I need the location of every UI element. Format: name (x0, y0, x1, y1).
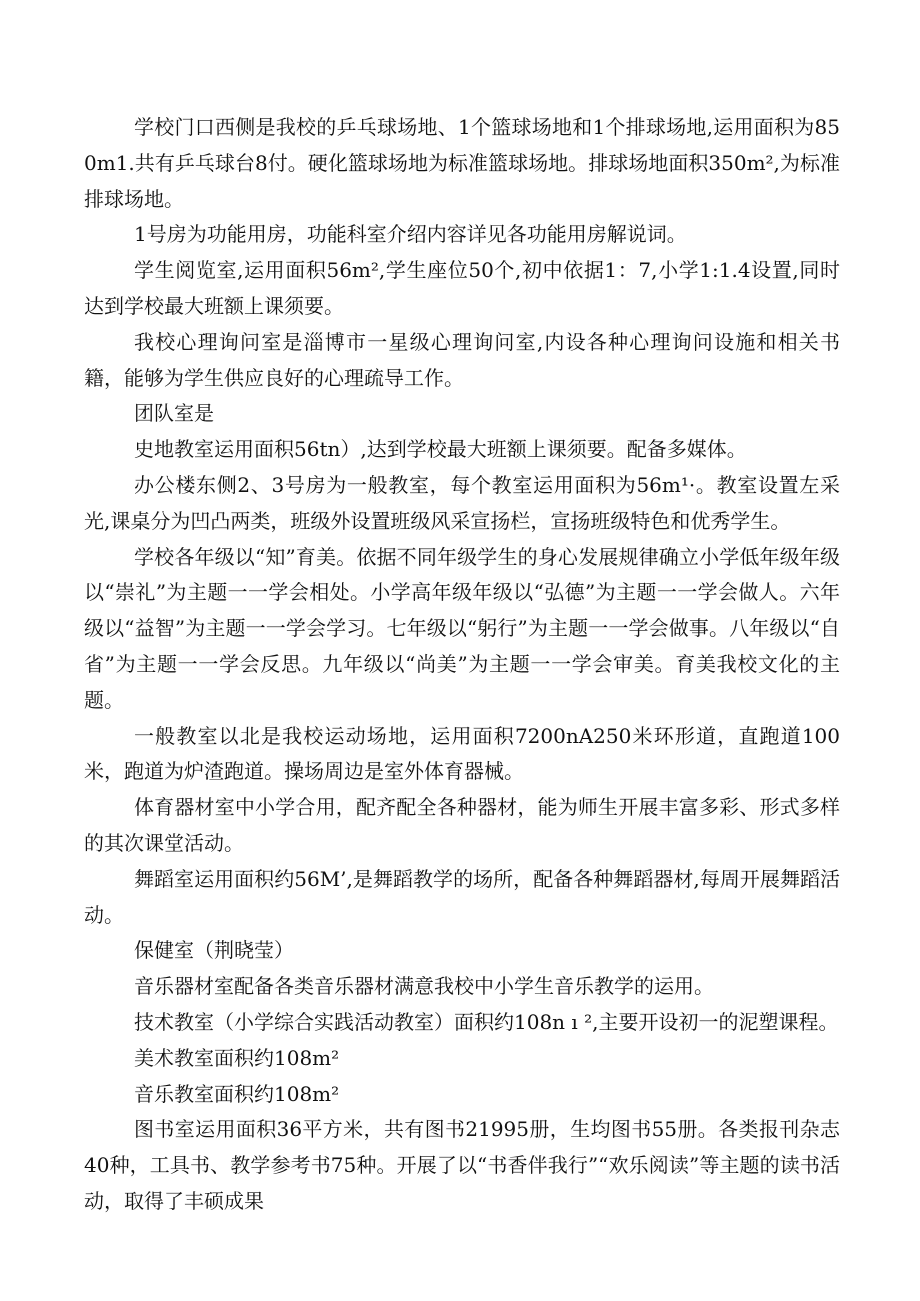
paragraph-counseling-room: 我校心理询问室是淄博市一星级心理询问室,内设各种心理询问设施和相关书籍，能够为学生供应良好的心理疏导工作。 (84, 329, 840, 390)
paragraph-music-equipment-room: 音乐器材室配备各类音乐器材满意我校中小学生音乐教学的运用。 (134, 974, 714, 999)
paragraph-dance-room: 舞蹈室运用面积约56M’,是舞蹈教学的场所，配备各种舞蹈器材,每周开展舞蹈活动。 (84, 866, 840, 927)
paragraph-sports-equipment-room: 体育器材室中小学合用，配齐配全各种器材，能为师生开展丰富多彩、形式多样的其次课堂活动。 (84, 795, 840, 855)
paragraph-reading-room: 学生阅览室,运用面积56m²,学生座位50个,初中依据1：7,小学1:1.4设置,同时达到学校最大班额上课须要。 (84, 258, 840, 318)
paragraph-building-1: 1号房为功能用房，功能科室介绍内容详见各功能用房解说词。 (134, 222, 687, 247)
paragraph-library: 图书室运用面积36平方米，共有图书21995册，生均图书55册。各类报刊杂志40种，工具书、教学参考书75种。开展了以“书香伴我行”“欢乐阅读”等主题的读书活动，取得了丰硕成果 (84, 1117, 840, 1213)
paragraph-health-room: 保健室（荆晓莹） (134, 938, 294, 963)
paragraph-sports-facilities: 学校门口西侧是我校的乒乓球场地、1个篮球场地和1个排球场地,运用面积为850m1.共有乒乓球台8付。硬化篮球场地为标准篮球场地。排球场地面积350m²,为标准排球场地。 (84, 115, 840, 211)
paragraph-sports-ground: 一般教室以北是我校运动场地，运用面积7200nA250米环形道，直跑道100米，跑道为炉渣跑道。操场周边是室外体育器械。 (84, 723, 840, 784)
paragraph-music-classroom: 音乐教室面积约108m² (134, 1081, 340, 1106)
paragraph-team-room: 团队室是 (134, 401, 214, 426)
paragraph-general-classrooms: 办公楼东侧2、3号房为一般教室，每个教室运用面积为56m¹·。教室设置左采光,课桌分为凹凸两类，班级外设置班级风采宣扬栏，宣扬班级特色和优秀学生。 (84, 472, 840, 533)
paragraph-history-geography-room: 史地教室运用面积56tn）,达到学校最大班额上课须要。配备多媒体。 (134, 437, 747, 462)
document-body (84, 110, 840, 1220)
paragraph-grade-themes: 学校各年级以“知”育美。依据不同年级学生的身心发展规律确立小学低年级年级以“崇礼”为主题一一学会相处。小学高年级年级以“弘德”为主题一一学会做人。六年级以“益智”为主题一一学会学习。七年级以“躬行”为主题一一学会做事。八年级以“自省”为主题一一学会反思。九年级以“尚美”为主题一一学会审美。育美我校文化的主题。 (84, 544, 840, 712)
paragraph-technology-classroom: 技术教室（小学综合实践活动教室）面积约108n ı ²,主要开设初一的泥塑课程。 (134, 1009, 839, 1034)
paragraph-art-classroom: 美术教室面积约108m² (134, 1045, 340, 1070)
